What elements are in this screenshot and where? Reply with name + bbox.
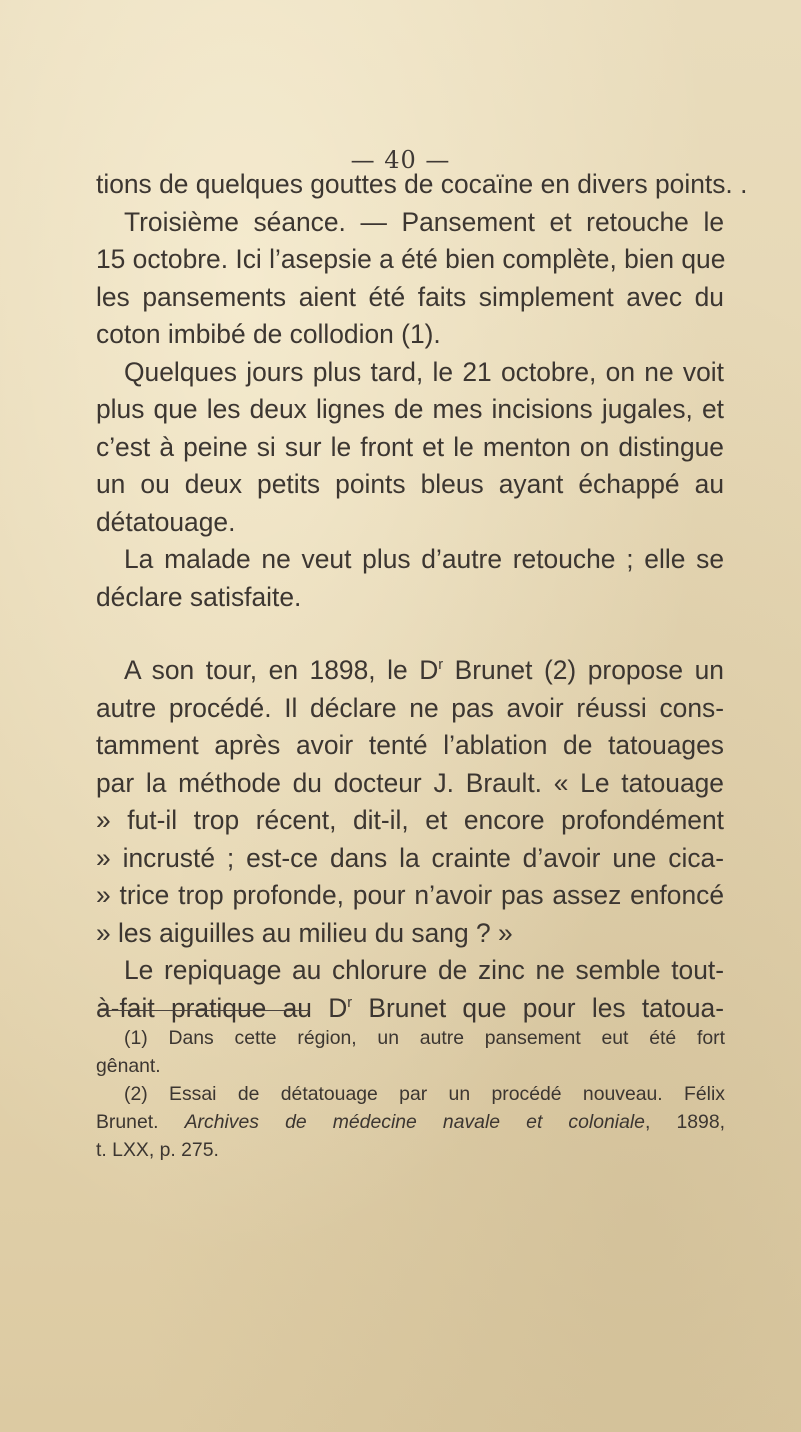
text-line	[96, 652, 724, 690]
text-line: tions de quelques gouttes de cocaïne en divers points. .	[96, 169, 748, 199]
journal-title: Archives de médecine navale et coloniale	[184, 1111, 645, 1133]
text-line: » fut-il trop récent, dit-il, et encore profondément	[96, 805, 724, 835]
text-fragment: Brunet que pour les tatoua-	[352, 992, 724, 1023]
footnote-separator	[98, 1010, 310, 1011]
text-line: Troisième séance. — Pansement et retouche le	[124, 206, 724, 237]
text-line: La malade ne veut plus d’autre retouche ; elle se	[124, 544, 724, 574]
text-fragment: Brunet.	[96, 1111, 185, 1133]
footnote-line: (2) Essai de détatouage par un procédé nouveau. Félix	[124, 1083, 725, 1105]
superscript: r	[347, 994, 353, 1011]
text-line: tamment après avoir tenté l’ablation de tatouages	[96, 730, 724, 760]
paragraph-block-bottom	[96, 652, 724, 1027]
text-fragment: Brunet (2) propose un	[443, 655, 724, 685]
footnotes	[96, 1024, 725, 1164]
text-line: c’est à peine si sur le front et le menton on distingue	[96, 431, 724, 462]
text-line: déclare satisfaite.	[96, 581, 302, 612]
text-line: 15 octobre. Ici l’asepsie a été bien complète, bien que	[96, 244, 726, 274]
text-line: » incrusté ; est-ce dans la crainte d’avoir une cica-	[96, 842, 724, 873]
superscript: r	[438, 657, 444, 674]
text-line: Quelques jours plus tard, le 21 octobre, on ne voit	[124, 356, 724, 387]
text-line: détatouage.	[96, 506, 236, 537]
footnote-line: gênant.	[96, 1055, 161, 1077]
text-fragment: A son tour, en 1898, le D	[124, 655, 439, 685]
text-line: par la méthode du docteur J. Brault. « Le tatouage	[96, 767, 724, 798]
text-line: les pansements aient été faits simplement avec du	[96, 281, 724, 312]
text-line: Le repiquage au chlorure de zinc ne semble tout-	[124, 955, 724, 985]
text-line: plus que les deux lignes de mes incisions jugales, et	[96, 394, 724, 424]
text-line: un ou deux petits points bleus ayant échappé au	[96, 469, 724, 499]
footnote-line: (1) Dans cette région, un autre pansement eut été fort	[124, 1027, 725, 1049]
footnote-line	[96, 1108, 725, 1136]
text-line: » les aiguilles au milieu du sang ? »	[96, 917, 513, 948]
footnote-line: t. LXX, p. 275.	[96, 1139, 219, 1161]
text-line: coton imbibé de collodion (1).	[96, 319, 441, 349]
text-fragment: , 1898,	[644, 1111, 725, 1133]
paragraph-block-top	[96, 166, 748, 616]
text-line	[96, 990, 724, 1028]
text-line: » trice trop profonde, pour n’avoir pas assez enfoncé	[96, 880, 724, 910]
text-fragment: à-fait pratique au D	[96, 992, 348, 1023]
text-line: autre procédé. Il déclare ne pas avoir réussi cons-	[96, 692, 724, 723]
page-number: — 40 —	[350, 146, 451, 174]
